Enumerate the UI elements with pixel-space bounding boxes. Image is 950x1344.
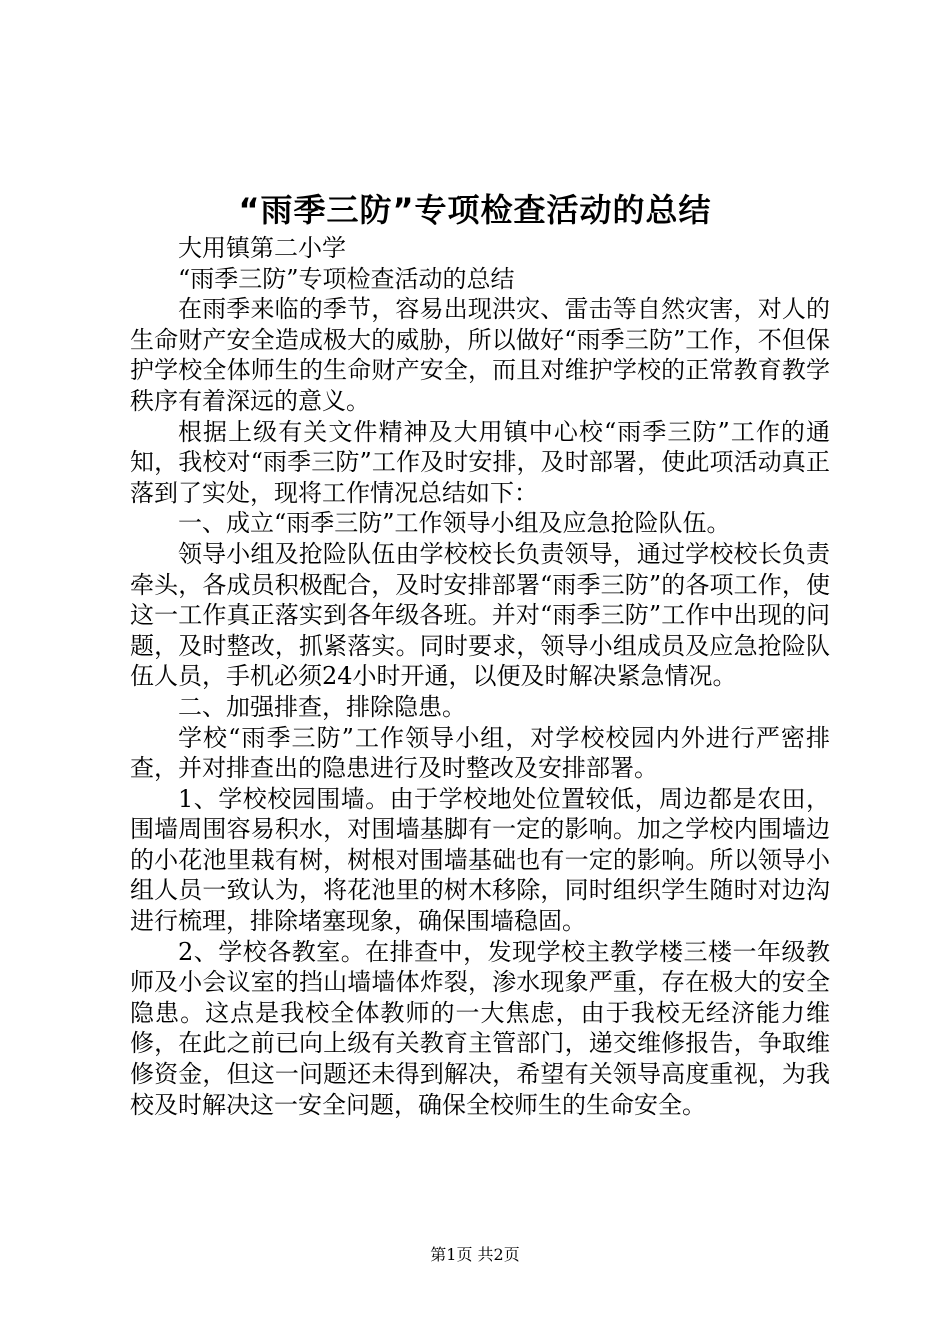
paragraph-basis: 根据上级有关文件精神及大用镇中心校“雨季三防”工作的通知，我校对“雨季三防”工作及时安排，及时部署，使此项活动真正落到了实处，现将工作情况总结如下： (130, 417, 830, 507)
document-title: “雨季三防”专项检查活动的总结 (238, 191, 712, 229)
document-body (130, 233, 830, 1120)
paragraph-section-2-body: 学校“雨季三防”工作领导小组，对学校校园内外进行严密排查，并对排查出的隐患进行及时整改及安排部署。 (130, 723, 830, 783)
paragraph-item-2: 2、学校各教室。在排查中，发现学校主教学楼三楼一年级教师及小会议室的挡山墙墙体炸裂，渗水现象严重，存在极大的安全隐患。这点是我校全体教师的一大焦虑，由于我校无经济能力维修，在此之前已向上级有关教育主管部门，递交维修报告，争取维修资金，但这一问题还未得到解决，希望有关领导高度重视，为我校及时解决这一安全问题，确保全校师生的生命安全。 (130, 937, 830, 1119)
paragraph-school-name: 大用镇第二小学 (178, 234, 346, 262)
paragraph-intro: 在雨季来临的季节，容易出现洪灾、雷击等自然灾害，对人的生命财产安全造成极大的威胁，所以做好“雨季三防”工作，不但保护学校全体师生的生命财产安全，而且对维护学校的正常教育教学秩序有着深远的意义。 (130, 295, 830, 415)
paragraph-section-1-heading: 一、成立“雨季三防”工作领导小组及应急抢险队伍。 (178, 509, 731, 538)
page-footer: 第1页 共2页 (430, 1245, 520, 1264)
paragraph-subtitle: “雨季三防”专项检查活动的总结 (178, 264, 515, 293)
paragraph-item-1: 1、学校校园围墙。由于学校地处位置较低，周边都是农田，围墙周围容易积水，对围墙基脚有一定的影响。加之学校内围墙边的小花池里栽有树，树根对围墙基础也有一定的影响。所以领导小组人员一致认为，将花池里的树木移除，同时组织学生随时对边沟进行梳理，排除堵塞现象，确保围墙稳固。 (130, 784, 830, 936)
paragraph-section-2-heading: 二、加强排查，排除隐患。 (178, 692, 466, 721)
paragraph-section-1-body: 领导小组及抢险队伍由学校校长负责领导，通过学校校长负责牵头，各成员积极配合，及时安排部署“雨季三防”的各项工作，使这一工作真正落实到各年级各班。并对“雨季三防”工作中出现的问题，及时整改，抓紧落实。同时要求，领导小组成员及应急抢险队伍人员，手机必须24小时开通，以便及时解决紧急情况。 (130, 539, 830, 691)
